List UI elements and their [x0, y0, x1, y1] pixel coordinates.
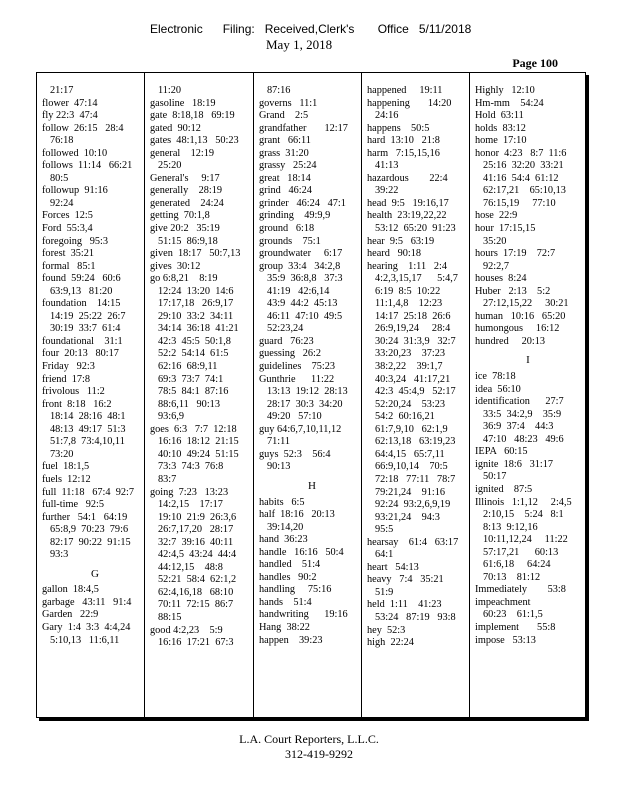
- index-entry-continuation: 52:21 58:4 62:1,2: [158, 574, 237, 586]
- index-entry: happen 39:23: [259, 634, 323, 646]
- index-entry-continuation: 83:7: [158, 473, 177, 485]
- index-entry-continuation: 93:3: [50, 549, 69, 561]
- index-entry: foundational 31:1: [42, 335, 123, 347]
- index-entry: Highly 12:10: [475, 85, 535, 96]
- index-entry-continuation: 40:3,24 41:17,21: [375, 373, 451, 385]
- index-entry: heart 54:13: [367, 561, 419, 573]
- index-entry: ignite 18:6 31:17: [475, 458, 554, 470]
- index-entry: handling 75:16: [259, 584, 332, 596]
- index-entry-continuation: 34:14 36:18 41:21: [158, 323, 239, 335]
- index-entry: grassy 25:24: [259, 160, 317, 172]
- index-entry-continuation: 30:24 31:3,9 32:7: [375, 335, 456, 347]
- index-entry: found 59:24 60:6: [42, 273, 121, 285]
- index-frame: [36, 72, 586, 718]
- index-entry-continuation: 14:17 25:18 26:6: [375, 310, 451, 322]
- section-letter: H: [308, 479, 316, 492]
- index-entry-continuation: 12:24 13:20 14:6: [158, 285, 234, 297]
- filing-stamp: Electronic Filing: Received,Clerk's Office 5/11/2018: [150, 22, 472, 36]
- index-entry: fuel 18:1,5: [42, 461, 90, 473]
- index-entry-continuation: 33:5 34:2,9 35:9: [483, 408, 562, 420]
- index-entry: give 20:2 35:19: [150, 223, 220, 235]
- index-entry-continuation: 50:17: [483, 471, 507, 483]
- index-entry: hose 22:9: [475, 210, 518, 222]
- index-entry-continuation: 26:7,17,20 28:17: [158, 524, 234, 536]
- index-entry: impose 53:13: [475, 634, 536, 646]
- index-entry: further 54:1 64:19: [42, 511, 128, 523]
- index-entry: guard 76:23: [259, 335, 314, 347]
- index-entry-continuation: 4:2,3,15,17 5:4,7: [375, 273, 458, 285]
- index-entry: hundred 20:13: [475, 335, 546, 347]
- index-entry-continuation: 25:16 32:20 33:21: [483, 160, 564, 172]
- index-entry: Hang 38:22: [259, 621, 310, 633]
- index-entry: Gary 1:4 3:3 4:4,24: [42, 621, 131, 633]
- index-entry: Friday 92:3: [42, 361, 95, 373]
- index-entry: ice 78:18: [475, 371, 516, 383]
- index-entry-continuation: 92:2,7: [483, 260, 510, 272]
- index-entry: groundwater 6:17: [259, 248, 343, 260]
- index-column-4: [367, 85, 473, 709]
- index-entry: gasoline 18:19: [150, 97, 216, 109]
- index-entry-continuation: 5:10,13 11:6,11: [50, 634, 120, 646]
- index-entry: gates 48:1,13 50:23: [150, 135, 239, 147]
- index-entry: held 1:11 41:23: [367, 599, 442, 611]
- index-entry-continuation: 73:3 74:3 76:8: [158, 461, 224, 473]
- index-entry: hands 51:4: [259, 596, 312, 608]
- index-entry: human 10:16 65:20: [475, 310, 566, 322]
- index-entry-continuation: 64:4,15 65:7,11: [375, 448, 445, 460]
- index-entry: habits 6:5: [259, 496, 305, 508]
- index-entry: fuels 12:12: [42, 473, 91, 485]
- index-column-5: [475, 85, 581, 709]
- index-entry-continuation: 40:10 49:24 51:15: [158, 448, 239, 460]
- index-entry: go 6:8,21 8:19: [150, 273, 218, 285]
- index-entry-continuation: 54:2 60:16,21: [375, 411, 435, 423]
- index-entry: full-time 92:5: [42, 499, 105, 511]
- index-entry-continuation: 70:13 81:12: [483, 571, 541, 583]
- index-entry: garbage 43:11 91:4: [42, 596, 132, 608]
- index-entry-continuation: 35:20: [483, 235, 507, 247]
- index-entry-continuation: 63:9,13 81:20: [50, 285, 113, 297]
- index-entry: ground 6:18: [259, 223, 315, 235]
- index-entry: great 18:14: [259, 172, 311, 184]
- index-entry-continuation: 90:13: [267, 461, 291, 473]
- index-entry: getting 70:1,8: [150, 210, 210, 222]
- index-entry-continuation: 13:13 19:12 28:13: [267, 386, 348, 398]
- index-entry-continuation: 42:4,5 43:24 44:4: [158, 549, 237, 561]
- index-entry: grounds 75:1: [259, 235, 321, 247]
- index-entry-continuation: 17:17,18 26:9,17: [158, 298, 234, 310]
- index-entry: general 12:19: [150, 147, 215, 159]
- index-entry: fly 22:3 47:4: [42, 110, 98, 122]
- index-entry-continuation: 18:14 28:16 48:1: [50, 411, 126, 423]
- index-entry: idea 56:10: [475, 383, 521, 395]
- index-entry-continuation: 11:1,4,8 12:23: [375, 298, 443, 310]
- index-entry-continuation: 61:6,18 64:24: [483, 559, 551, 571]
- index-entry: hearsay 61:4 63:17: [367, 536, 459, 548]
- index-entry-continuation: 62:17,21 65:10,13: [483, 185, 566, 197]
- index-entry-continuation: 6:19 8:5 10:22: [375, 285, 441, 297]
- index-entry-continuation: 69:3 73:7 74:1: [158, 373, 224, 385]
- index-entry-continuation: 80:5: [50, 172, 69, 184]
- index-entry-continuation: 61:7,9,10 62:1,9: [375, 423, 448, 435]
- index-entry: grinding 49:9,9: [259, 210, 331, 222]
- index-entry-continuation: 28:17 30:3 34:20: [267, 398, 343, 410]
- index-entry: four 20:13 80:17: [42, 348, 119, 360]
- index-entry: Hold 63:11: [475, 110, 524, 122]
- index-entry-continuation: 92:24 93:2,6,9,19: [375, 499, 451, 511]
- index-entry-continuation: 53:12 65:20 91:23: [375, 223, 456, 235]
- index-entry-continuation: 57:17,21 60:13: [483, 546, 559, 558]
- index-entry: houses 8:24: [475, 273, 527, 285]
- index-entry: followed 10:10: [42, 147, 108, 159]
- index-entry: Ford 55:3,4: [42, 223, 93, 235]
- index-entry: forest 35:21: [42, 248, 95, 260]
- index-entry-continuation: 16:16 17:21 67:3: [158, 637, 234, 649]
- index-entry: happens 50:5: [367, 122, 430, 134]
- index-entry-continuation: 87:16: [267, 85, 291, 96]
- index-entry: grant 66:11: [259, 135, 311, 147]
- index-entry: impeachment: [475, 596, 531, 608]
- index-entry: IEPA 60:15: [475, 446, 528, 458]
- index-entry-continuation: 42:3 45:5 50:1,8: [158, 335, 231, 347]
- index-entry-continuation: 24:16: [375, 110, 399, 122]
- index-entry-continuation: 27:12,15,22 30:21: [483, 298, 569, 310]
- index-entry: given 18:17 50:7,13: [150, 248, 241, 260]
- index-entry: happening 14:20: [367, 97, 452, 109]
- index-entry: good 4:2,23 5:9: [150, 624, 223, 636]
- index-entry-continuation: 11:20: [158, 85, 182, 96]
- index-entry-continuation: 41:13: [375, 160, 399, 172]
- reporter-phone: 312-419-9292: [285, 747, 353, 761]
- index-entry: heavy 7:4 35:21: [367, 574, 444, 586]
- index-entry: ignited 87:5: [475, 483, 533, 495]
- index-entry-continuation: 62:13,18 63:19,23: [375, 436, 456, 448]
- index-entry: full 11:18 67:4 92:7: [42, 486, 135, 498]
- index-entry: handles 90:2: [259, 571, 317, 583]
- index-column-3: [259, 85, 365, 709]
- index-entry-continuation: 71:11: [267, 436, 291, 448]
- index-entry: handled 51:4: [259, 559, 321, 571]
- index-entry-continuation: 49:20 57:10: [267, 411, 322, 423]
- index-entry-continuation: 65:8,9 70:23 79:6: [50, 524, 129, 536]
- index-entry: Illinois 1:1,12 2:4,5: [475, 496, 572, 508]
- index-entry-continuation: 47:10 48:23 49:6: [483, 433, 564, 445]
- index-entry: foundation 14:15: [42, 298, 121, 310]
- index-entry-continuation: 36:9 37:4 44:3: [483, 421, 554, 433]
- index-entry-continuation: 30:19 33:7 61:4: [50, 323, 121, 335]
- index-entry-continuation: 62:16 68:9,11: [158, 361, 218, 373]
- index-entry: follow 26:15 28:4: [42, 122, 124, 134]
- index-entry: harm 7:15,15,16: [367, 147, 440, 159]
- index-entry: hard 13:10 21:8: [367, 135, 440, 147]
- index-entry: goes 6:3 7:7 12:18: [150, 423, 237, 435]
- index-entry-continuation: 76:18: [50, 135, 74, 147]
- index-entry-continuation: 66:9,10,14 70:5: [375, 461, 448, 473]
- index-entry-continuation: 33:20,23 37:23: [375, 348, 446, 360]
- index-column-1: [42, 85, 148, 709]
- index-entry-continuation: 88:6,11 90:13: [158, 398, 220, 410]
- index-entry: high 22:24: [367, 637, 414, 649]
- index-entry: Huber 2:13 5:2: [475, 285, 551, 297]
- index-entry-continuation: 48:13 49:17 51:3: [50, 423, 126, 435]
- index-entry-continuation: 44:12,15 48:8: [158, 561, 223, 573]
- index-entry-continuation: 29:10 33:2 34:11: [158, 310, 234, 322]
- index-entry: guys 52:3 56:4: [259, 448, 331, 460]
- index-entry-continuation: 26:9,19,24 28:4: [375, 323, 451, 335]
- filing-date: May 1, 2018: [266, 37, 333, 52]
- index-entry: General's 9:17: [150, 172, 220, 184]
- index-entry-continuation: 42:3 45:4,9 52:17: [375, 386, 456, 398]
- index-entry: group 33:4 34:2,8: [259, 260, 341, 272]
- index-entry: formal 85:1: [42, 260, 96, 272]
- index-entry: Gunthrie 11:22: [259, 373, 335, 385]
- index-entry: grinder 46:24 47:1: [259, 197, 346, 209]
- index-entry-continuation: 39:14,20: [267, 521, 304, 533]
- index-entry-continuation: 46:11 47:10 49:5: [267, 310, 343, 322]
- index-entry: grind 46:24: [259, 185, 312, 197]
- section-letter: I: [526, 354, 530, 367]
- index-entry-continuation: 38:2,22 39:1,7: [375, 361, 443, 373]
- index-entry: follows 11:14 66:21: [42, 160, 133, 172]
- index-entry: head 9:5 19:16,17: [367, 197, 449, 209]
- index-entry-continuation: 41:16 54:4 61:12: [483, 172, 559, 184]
- index-entry-continuation: 70:11 72:15 86:7: [158, 599, 234, 611]
- index-entry-continuation: 2:10,15 5:24 8:1: [483, 509, 564, 521]
- index-entry: front 8:18 16:2: [42, 398, 112, 410]
- index-entry: gives 30:12: [150, 260, 201, 272]
- index-entry: heard 90:18: [367, 248, 422, 260]
- index-entry-continuation: 10:11,12,24 11:22: [483, 534, 568, 546]
- index-entry: friend 17:8: [42, 373, 91, 385]
- index-entry: grass 31:20: [259, 147, 309, 159]
- index-entry: going 7:23 13:23: [150, 486, 229, 498]
- index-entry: guessing 26:2: [259, 348, 322, 360]
- index-entry-continuation: 53:24 87:19 93:8: [375, 611, 456, 623]
- index-entry: guy 64:6,7,10,11,12: [259, 423, 342, 435]
- index-entry-continuation: 16:16 18:12 21:15: [158, 436, 239, 448]
- index-entry: Forces 12:5: [42, 210, 93, 222]
- index-entry-continuation: 43:9 44:2 45:13: [267, 298, 338, 310]
- index-entry-continuation: 92:24: [50, 197, 74, 209]
- index-entry: frivolous 11:2: [42, 386, 105, 398]
- index-entry: identification 27:7: [475, 396, 564, 408]
- index-entry: humongous 16:12: [475, 323, 560, 335]
- index-entry-continuation: 73:20: [50, 448, 74, 460]
- reporter-company: L.A. Court Reporters, L.L.C.: [239, 732, 379, 746]
- index-entry: gate 8:18,18 69:19: [150, 110, 235, 122]
- index-entry: hand 36:23: [259, 534, 308, 546]
- index-entry-continuation: 64:1: [375, 549, 394, 561]
- index-entry-continuation: 82:17 90:22 91:15: [50, 536, 131, 548]
- index-entry: foregoing 95:3: [42, 235, 109, 247]
- index-entry: hey 52:3: [367, 624, 406, 636]
- index-entry: half 18:16 20:13: [259, 509, 335, 521]
- index-entry: hear 9:5 63:19: [367, 235, 435, 247]
- index-entry: followup 91:16: [42, 185, 108, 197]
- index-entry-continuation: 51:7,8 73:4,10,11: [50, 436, 125, 448]
- index-entry-continuation: 8:13 9:12,16: [483, 521, 538, 533]
- index-entry: holds 83:12: [475, 122, 526, 134]
- index-entry-continuation: 14:19 25:22 26:7: [50, 310, 126, 322]
- index-entry-continuation: 93:21,24 94:3: [375, 511, 440, 523]
- index-entry-continuation: 62:4,16,18 68:10: [158, 586, 234, 598]
- index-entry: handwriting 19:16: [259, 609, 348, 621]
- index-entry-continuation: 39:22: [375, 185, 399, 197]
- index-entry-continuation: 88:15: [158, 611, 182, 623]
- index-entry: Garden 22:9: [42, 609, 99, 621]
- index-entry-continuation: 72:18 77:11 78:7: [375, 473, 456, 485]
- index-entry: generated 24:24: [150, 197, 224, 209]
- index-entry-continuation: 32:7 39:16 40:11: [158, 536, 234, 548]
- index-entry: honor 4:23 8:7 11:6: [475, 147, 567, 159]
- index-entry: hours 17:19 72:7: [475, 248, 556, 260]
- index-entry-continuation: 60:23 61:1,5: [483, 609, 543, 621]
- index-entry: gallon 18:4,5: [42, 584, 99, 596]
- index-entry-continuation: 76:15,19 77:10: [483, 197, 556, 209]
- index-entry: handle 16:16 50:4: [259, 546, 344, 558]
- index-entry-continuation: 52:20,24 53:23: [375, 398, 446, 410]
- index-entry-continuation: 19:10 21:9 26:3,6: [158, 511, 237, 523]
- index-entry-continuation: 93:6,9: [158, 411, 185, 423]
- index-entry: gated 90:12: [150, 122, 201, 134]
- index-entry: hearing 1:11 2:4: [367, 260, 447, 272]
- index-entry-continuation: 95:5: [375, 524, 394, 536]
- index-entry: happened 19:11: [367, 85, 443, 96]
- index-entry-continuation: 41:19 42:6,14: [267, 285, 330, 297]
- index-entry-continuation: 25:20: [158, 160, 182, 172]
- index-entry: flower 47:14: [42, 97, 98, 109]
- index-entry-continuation: 51:15 86:9,18: [158, 235, 218, 247]
- index-entry: generally 28:19: [150, 185, 223, 197]
- index-entry: Immediately 53:8: [475, 584, 566, 596]
- index-entry-continuation: 52:2 54:14 61:5: [158, 348, 229, 360]
- index-column-2: [150, 85, 256, 709]
- section-letter: G: [91, 567, 99, 580]
- index-entry: hour 17:15,15: [475, 223, 536, 235]
- index-entry: grandfather 12:17: [259, 122, 348, 134]
- index-entry: implement 55:8: [475, 621, 556, 633]
- footer: [0, 732, 618, 762]
- index-entry: Hm-mm 54:24: [475, 97, 544, 109]
- index-entry: hazardous 22:4: [367, 172, 448, 184]
- index-entry-continuation: 78:5 84:1 87:16: [158, 386, 229, 398]
- page-number: Page 100: [512, 56, 558, 70]
- index-entry-continuation: 52:23,24: [267, 323, 304, 335]
- index-entry-continuation: 79:21,24 91:16: [375, 486, 446, 498]
- index-entry: guidelines 75:23: [259, 361, 336, 373]
- index-entry-continuation: 35:9 36:8,8 37:3: [267, 273, 343, 285]
- index-entry: health 23:19,22,22: [367, 210, 447, 222]
- index-entry: governs 11:1: [259, 97, 318, 109]
- index-entry: home 17:10: [475, 135, 527, 147]
- index-entry-continuation: 14:2,15 17:17: [158, 499, 223, 511]
- index-entry-continuation: 21:17: [50, 85, 74, 96]
- index-entry-continuation: 51:9: [375, 586, 394, 598]
- index-entry: Grand 2:5: [259, 110, 309, 122]
